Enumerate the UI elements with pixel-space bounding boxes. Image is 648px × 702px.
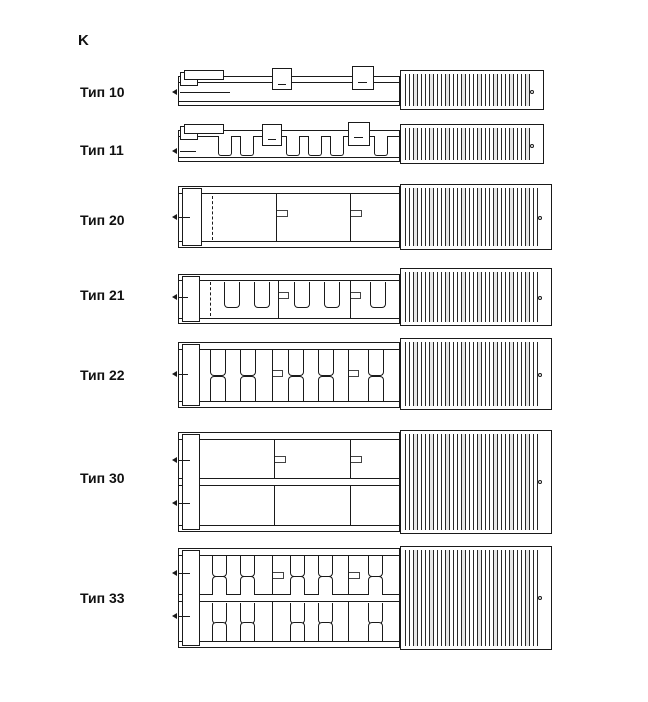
row-label-type-21: Тип 21 [80, 287, 125, 303]
fin-pack [400, 338, 552, 410]
fin-pack [400, 268, 552, 326]
row-label-type-33: Тип 33 [80, 590, 125, 606]
fin-pack [400, 546, 552, 650]
row-label-type-20: Тип 20 [80, 212, 125, 228]
fin-pack [400, 70, 544, 110]
row-label-type-22: Тип 22 [80, 367, 125, 383]
fin-pack [400, 184, 552, 250]
row-label-type-11: Тип 11 [80, 142, 124, 158]
row-label-type-30: Тип 30 [80, 470, 125, 486]
page-title: K [78, 32, 90, 49]
row-label-type-10: Тип 10 [80, 84, 125, 100]
fin-pack [400, 430, 552, 534]
fin-pack [400, 124, 544, 164]
